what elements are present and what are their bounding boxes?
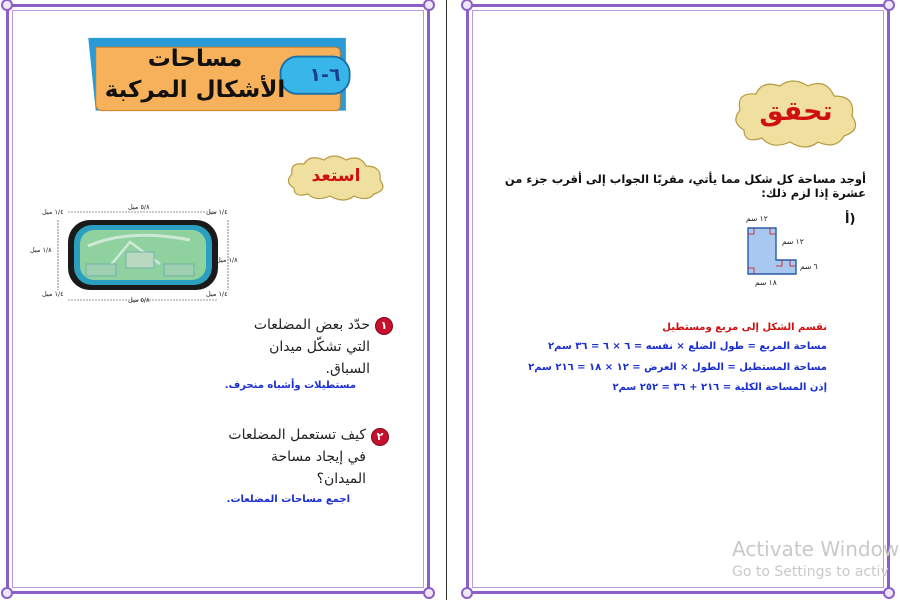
solution-line-3: مساحة المستطيل = الطول × العرض = ١٢ × ١٨ = ٢١٦ سم٢ <box>528 362 827 373</box>
frame-corner <box>461 587 473 599</box>
dim-top-right: ١/٤ ميل <box>206 208 228 216</box>
frame-corner <box>423 587 435 599</box>
solution-line-4: إذن المساحة الكلية = ٢١٦ + ٣٦ = ٢٥٢ سم٢ <box>612 382 827 393</box>
lesson-number: ٦-١ <box>309 64 341 86</box>
activation-watermark-subtitle: Go to Settings to activ <box>732 564 889 580</box>
question-1-answer: مستطيلات وأشباه منحرف. <box>224 380 356 391</box>
page-divider <box>446 0 447 600</box>
dim-bottom-right: ١/٤ ميل <box>206 290 228 298</box>
dim-bottom-left: ١/٤ ميل <box>42 290 64 298</box>
dim-top-left: ١/٤ ميل <box>42 208 64 216</box>
lesson-title: مساحات الأشكال المركبة <box>104 46 286 103</box>
activation-watermark-title: Activate Window <box>732 537 900 561</box>
exercise-instruction: أوجد مساحة كل شكل مما يأتي، مقربًا الجواب إلى أقرب جزء من عشرة إذا لزم ذلك: <box>504 172 866 200</box>
frame-corner <box>1 0 13 11</box>
question-1-badge: ١ <box>375 317 393 335</box>
question-2-badge: ٢ <box>371 428 389 446</box>
frame-corner <box>883 587 895 599</box>
solution-line-1: نقسم الشكل إلى مربع ومستطيل <box>662 322 827 333</box>
l-shape-figure <box>746 226 798 276</box>
check-label: تحقق <box>759 96 833 127</box>
question-2-answer: اجمع مساحات المضلعات. <box>226 494 350 505</box>
item-label: أ) <box>845 212 856 227</box>
frame-corner <box>883 0 895 11</box>
solution-line-2: مساحة المربع = طول الضلع × نفسه = ٦ × ٦ = ٣٦ سم٢ <box>548 341 827 352</box>
question-1-text: حدّد بعض المضلعات التي تشكّل ميدان السباق. <box>253 317 370 377</box>
frame-corner <box>423 0 435 11</box>
shape-label-right-lower: ٦ سم <box>800 262 818 271</box>
frame-corner <box>461 0 473 11</box>
dim-top-mid: ٥/٨ ميل <box>128 203 150 211</box>
dim-bottom-mid: ٥/٨ ميل <box>128 296 150 304</box>
shape-label-right-upper: ١٢ سم <box>782 237 804 246</box>
shape-label-top: ١٢ سم <box>746 214 768 223</box>
question-2-text: كيف تستعمل المضلعات في إيجاد مساحة الميدان؟ <box>228 427 366 487</box>
ready-label: استعد <box>311 166 361 186</box>
dim-side-1: ١/٨ ميل <box>30 246 52 254</box>
frame-corner <box>1 587 13 599</box>
shape-label-bottom: ١٨ سم <box>755 278 777 287</box>
dim-side-2: ١/٨ ميل <box>216 256 238 264</box>
